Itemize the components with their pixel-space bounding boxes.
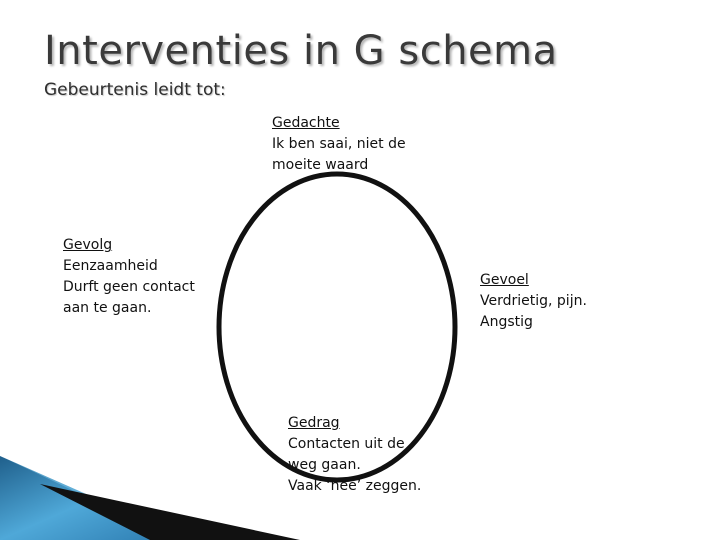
node-gevoel-line: Angstig <box>480 314 533 330</box>
slide-title: Interventies in G schema <box>44 28 558 74</box>
node-gevoel-heading: Gevoel <box>480 272 529 288</box>
node-gedrag-line: Vaak ‘nee’ zeggen. <box>288 478 422 494</box>
node-gevolg-heading: Gevolg <box>63 237 113 253</box>
node-gedachte-line: moeite waard <box>272 157 369 173</box>
node-gevoel <box>480 270 587 333</box>
node-gedachte-heading: Gedachte <box>272 115 340 131</box>
node-gevolg-line: Eenzaamheid <box>63 258 158 274</box>
node-gevolg-line: Durft geen contact <box>63 279 195 295</box>
corner-decoration <box>0 440 300 540</box>
node-gedachte-line: Ik ben saai, niet de <box>272 136 406 152</box>
node-gevoel-line: Verdrietig, pijn. <box>480 293 587 309</box>
node-gevolg-line: aan te gaan. <box>63 300 152 316</box>
node-gedrag-heading: Gedrag <box>288 415 340 431</box>
node-gedrag-line: weg gaan. <box>288 457 361 473</box>
node-gedrag-line: Contacten uit de <box>288 436 405 452</box>
node-gevolg <box>63 235 195 319</box>
slide-subtitle: Gebeurtenis leidt tot: <box>44 80 226 100</box>
node-gedrag <box>288 413 421 497</box>
node-gedachte <box>272 113 406 176</box>
